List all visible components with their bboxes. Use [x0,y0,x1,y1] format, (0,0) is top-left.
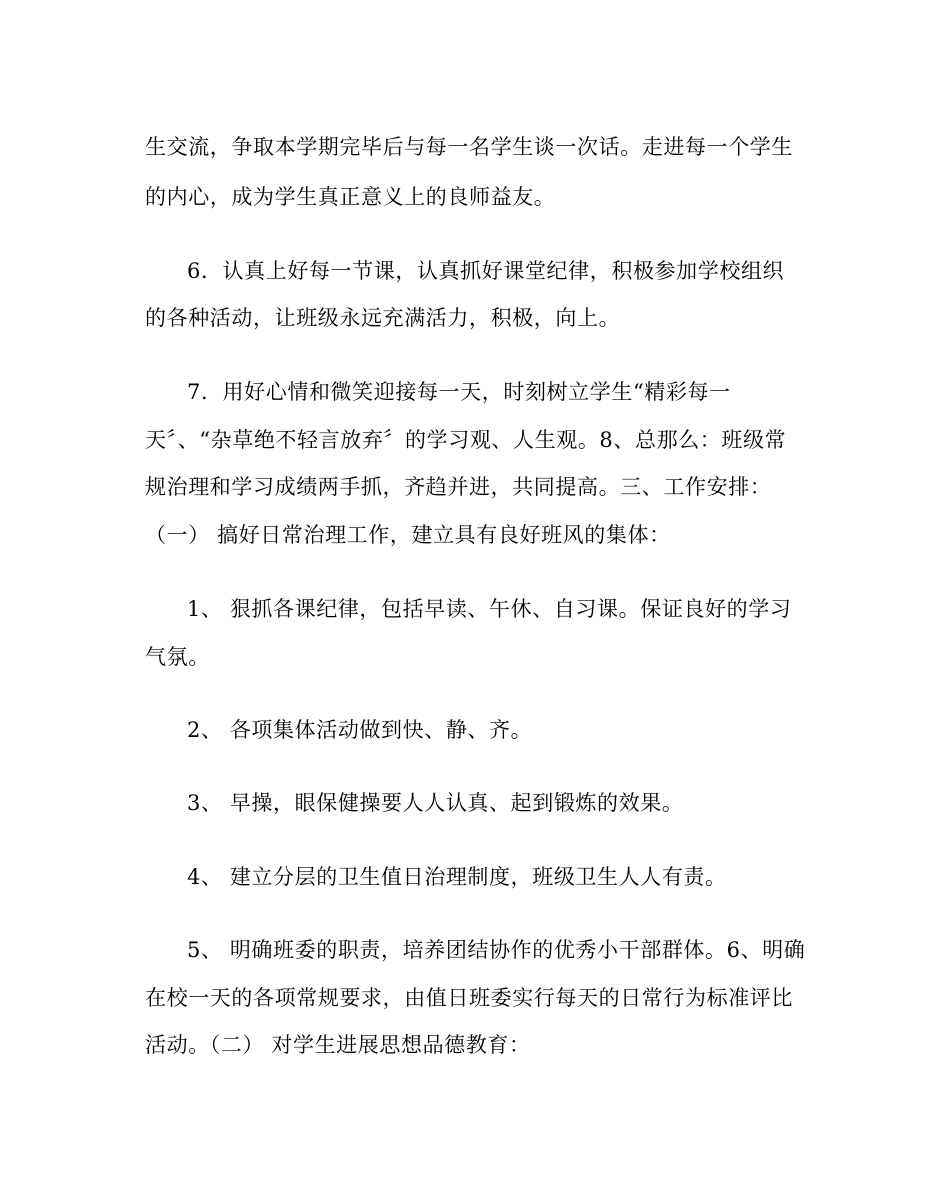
text-line: 7．用好心情和微笑迎接每一天，时刻树立学生“精彩每一 [187,380,731,404]
text-line: 的各种活动，让班级永远充满活力，积极，向上。 [145,306,621,330]
text-line: 规治理和学习成绩两手抓，齐趋并进，共同提高。三、工作安排： [145,475,772,499]
text-line: 4、 建立分层的卫生值日治理制度，班级卫生人人有责。 [187,865,727,889]
text-line: 活动。（二） 对学生进展思想品德教育： [145,1033,531,1057]
text-line: 1、 狠抓各课纪律，包括早读、午休、自习课。保证良好的学习 [187,597,792,621]
text-line: 6．认真上好每一节课，认真抓好课堂纪律，积极参加学校组织 [187,259,785,283]
text-line: 3、 早操，眼保健操要人人认真、起到锻炼的效果。 [187,791,684,815]
text-line: 2、 各项集体活动做到快、静、齐。 [187,718,533,742]
text-line: 的内心，成为学生真正意义上的良师益友。 [145,185,556,209]
text-line: 生交流，争取本学期完毕后与每一名学生谈一次话。走进每一个学生 [145,135,793,159]
text-line: 气氛。 [145,645,210,669]
text-line: 5、 明确班委的职责，培养团结协作的优秀小干部群体。6、明确 [187,938,806,962]
text-line: （一） 搞好日常治理工作，建立具有良好班风的集体： [145,523,671,547]
text-line: 天〞、“杂草绝不轻言放弃〞的学习观、人生观。8、总那么：班级常 [145,428,787,452]
text-line: 在校一天的各项常规要求，由值日班委实行每天的日常行为标准评比 [145,986,793,1010]
